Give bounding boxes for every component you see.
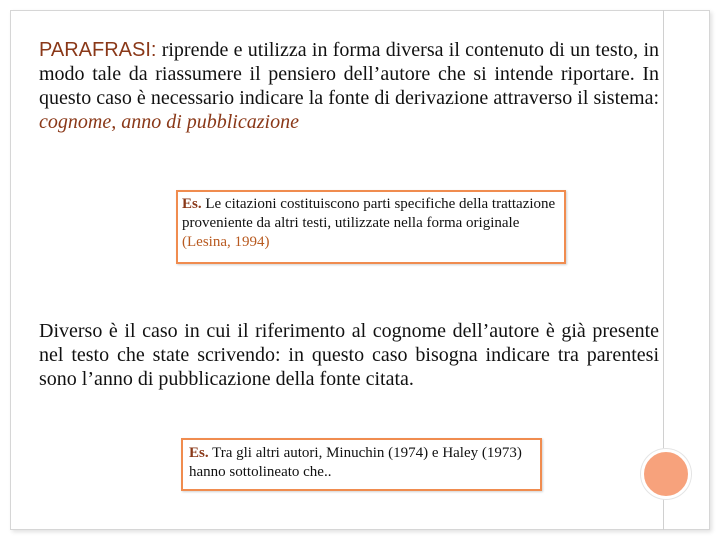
example-1-label: Es. [182,196,202,212]
example-2-text: Tra gli altri autori, Minuchin (1974) e Haley (1973) hanno sottolineato che.. [189,445,522,481]
example-2-label: Es. [189,445,209,461]
author-in-text-paragraph: Diverso è il caso in cui il riferimento al cognome dell’autore è già presente nel testo che state scrivendo: in questo caso bisogna indicare tra parentesi sono l’anno di pubblicazione della fonte citata. [39,320,659,390]
paraphrase-keyword: PARAFRASI: [39,39,157,61]
decorative-circle-icon [641,449,691,499]
example-box-1 [176,190,566,264]
paraphrase-text: riprende e utilizza in forma diversa il contenuto di un testo, in modo tale da riassumere il pensiero dell’autore che si intende riportare. In questo caso è necessario indicare la fonte di derivazione attraverso il sistema: [39,39,659,109]
example-1-citation: (Lesina, 1994) [182,234,270,251]
paraphrase-paragraph [39,38,659,134]
example-box-2 [181,438,542,491]
example-1-text: Le citazioni costituiscono parti specifiche della trattazione proveniente da altri testi, utilizzate nella forma originale [182,196,556,232]
citation-format: cognome, anno di pubblicazione [39,111,299,133]
